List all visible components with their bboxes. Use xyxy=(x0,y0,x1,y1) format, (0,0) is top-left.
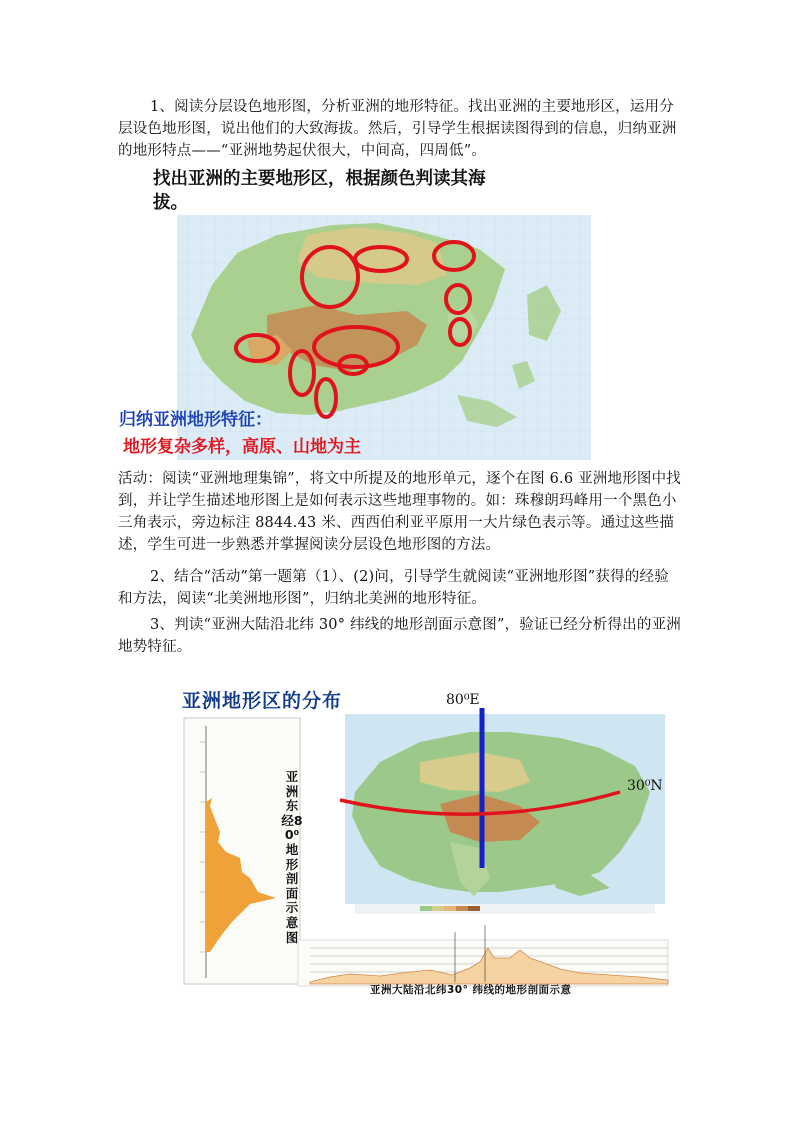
parallel-label: 30⁰N xyxy=(627,778,663,794)
paragraph-activity: 活动：阅读“亚洲地理集锦”，将文中所提及的地形单元，逐个在图 6.6 亚洲地形图中找到，并让学生描述地形图上是如何表示这些地理事物的。如：珠穆朗玛峰用一个黑色小三角表示，旁边标注 8844.43 米、西西伯利亚平原用一大片绿色表示等。通过这些描述，学生可进一步熟悉并掌握阅读分层设色地形图的方法。 xyxy=(118,471,682,553)
asia-terrain-distribution-figure xyxy=(180,682,676,1002)
vertical-profile-label: 亚洲东经80⁰地形剖面示意图 xyxy=(281,769,303,945)
map-legend xyxy=(355,904,655,914)
figure1-heading: 找出亚洲的主要地形区，根据颜色判读其海拔。 xyxy=(153,169,486,213)
paragraph-step1: 1、阅读分层设色地形图，分析亚洲的地形特征。找出亚洲的主要地形区，运用分层设色地形图，说出他们的大致海拔。然后，引导学生根据读图得到的信息，归纳亚洲的地形特点——“亚洲地势起伏很大，中间高，四周低”。 xyxy=(118,99,677,159)
figure2-title: 亚洲地形区的分布 xyxy=(182,690,343,712)
asia-terrain-figure xyxy=(117,165,591,460)
paragraph-step2: 2、结合“活动”第一题第（1）、(2)问，引导学生就阅读“亚洲地形图”获得的经验和方法，阅读“北美洲地形图”，归纳北美洲的地形特征。 xyxy=(118,569,669,607)
horizontal-profile-caption: 亚洲大陆沿北纬30° 纬线的地形剖面示意 xyxy=(370,984,572,996)
paragraph-step3: 3、判读“亚洲大陆沿北纬 30° 纬线的地形剖面示意图”，验证已经分析得出的亚洲地势特征。 xyxy=(118,617,681,655)
summary-title: 归纳亚洲地形特征： xyxy=(119,410,272,430)
asia-profile-diagram xyxy=(180,682,676,1002)
meridian-label: 80⁰E xyxy=(446,692,480,708)
summary-text: 地形复杂多样，高原、山地为主 xyxy=(123,437,361,457)
